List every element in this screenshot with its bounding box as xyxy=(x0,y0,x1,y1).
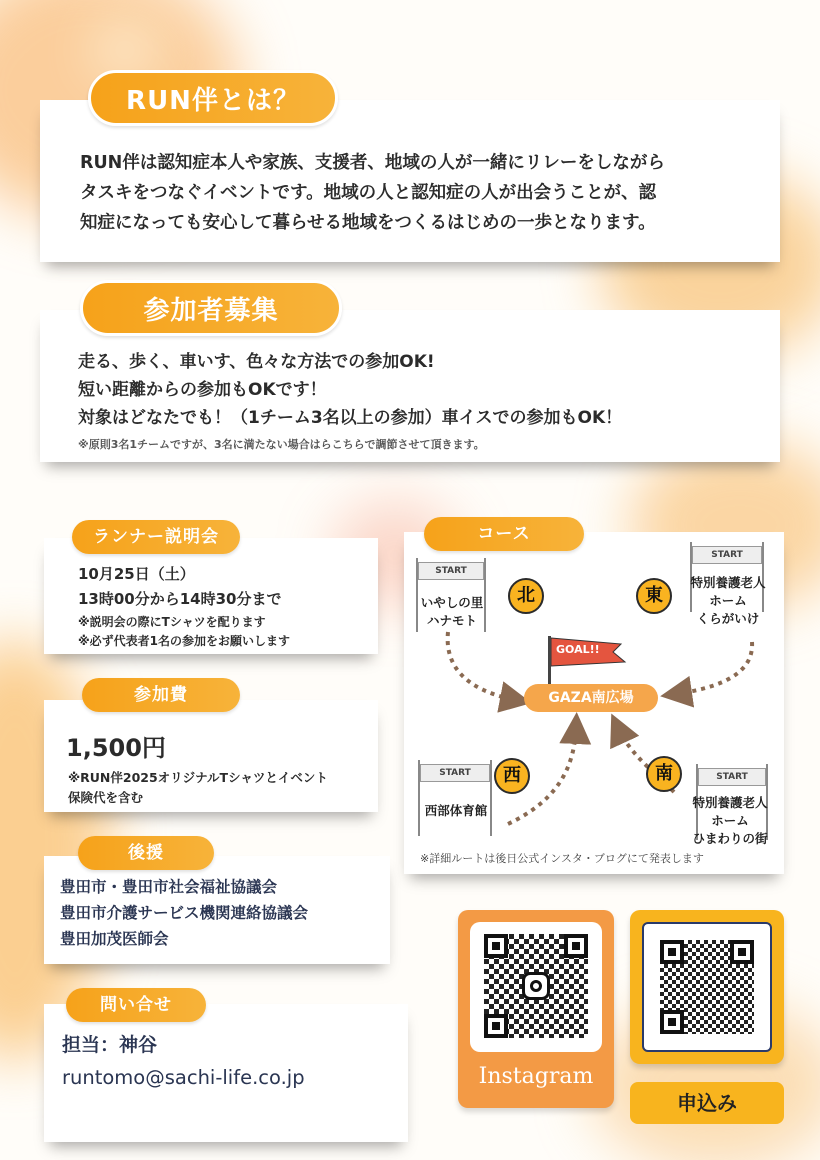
spot-east-line: ホーム xyxy=(709,593,747,609)
arrow-east xyxy=(676,642,752,694)
briefing-note-1: ※説明会の際にTシャツを配ります xyxy=(78,615,266,629)
briefing-date: 10月25日（土） xyxy=(78,565,195,583)
recruit-note: ※原則3名1チームですが、3名に満たない場合はらこちらで調節させて頂きます。 xyxy=(78,438,485,451)
start-banner: START xyxy=(418,562,484,580)
recruit-text xyxy=(78,348,778,432)
fee-heading: 参加費 xyxy=(82,678,240,712)
start-banner: START xyxy=(698,768,766,786)
spot-south xyxy=(680,794,780,848)
direction-east-badge: 東 xyxy=(636,578,672,614)
qr-finder xyxy=(484,934,508,958)
spot-south-line: ひまわりの街 xyxy=(692,831,768,847)
arrow-north xyxy=(448,632,516,700)
about-line-3: 知症になっても安心して暮らせる地域をつくるはじめの一歩となります。 xyxy=(80,213,656,233)
spot-east-line: 特別養護老人 xyxy=(690,575,766,590)
spot-east-line: くらがいけ xyxy=(696,611,760,627)
start-sign-west xyxy=(418,760,492,836)
contact-email[interactable]: runtomo@sachi-life.co.jp xyxy=(62,1066,305,1089)
qr-finder xyxy=(484,1014,508,1038)
bg-watercolor-top-sparkle xyxy=(95,30,155,70)
contact-heading: 問い合せ xyxy=(66,988,206,1022)
spot-south-line: 特別養護老人 xyxy=(692,795,768,810)
briefing-note-2: ※必ず代表者1名の参加をお願いします xyxy=(78,634,291,648)
direction-north-badge: 北 xyxy=(508,578,544,614)
direction-south-badge: 南 xyxy=(646,756,682,792)
briefing-heading: ランナー説明会 xyxy=(72,520,240,554)
briefing-time: 13時00分から14時30分まで xyxy=(78,590,282,608)
about-line-2: タスキをつなぐイベントです。地域の人と認知症の人が出会うことが、認 xyxy=(80,183,657,203)
spot-south-line: ホーム xyxy=(711,813,749,829)
support-item: 豊田市・豊田市社会福祉協議会 xyxy=(60,878,278,896)
about-heading: RUN伴とは？ xyxy=(88,70,338,126)
apply-button[interactable]: 申込み xyxy=(630,1082,784,1124)
qr-finder xyxy=(730,940,754,964)
start-banner: START xyxy=(420,764,490,782)
support-item: 豊田市介護サービス機関連絡協議会 xyxy=(60,904,309,922)
recruit-line-3: 対象はどなたでも！（1チーム3名以上の参加）車イスでの参加もOK！ xyxy=(78,408,623,428)
about-line-1: RUN伴は認知症本人や家族、支援者、地域の人が一緒にリレーをしながら xyxy=(80,153,665,173)
support-list xyxy=(60,874,308,952)
about-text xyxy=(80,148,770,238)
spot-north-line: いやしの里 xyxy=(420,595,484,610)
recruit-heading: 参加者募集 xyxy=(80,280,342,336)
direction-west-badge: 西 xyxy=(494,758,530,794)
qr-finder xyxy=(660,1010,684,1034)
spot-north-line: ハナモト xyxy=(426,613,477,629)
support-heading: 後援 xyxy=(78,836,214,870)
goal-flag-label: GOAL!! xyxy=(556,643,600,656)
spot-west xyxy=(410,802,502,820)
fee-note-2: 保険代を含む xyxy=(68,790,144,805)
goal-badge: GAZA南広場 xyxy=(524,684,658,712)
qr-finder xyxy=(564,934,588,958)
support-item: 豊田加茂医師会 xyxy=(60,930,169,948)
spot-west-line: 西部体育館 xyxy=(424,803,488,818)
recruit-line-2: 短い距離からの参加もOKです！ xyxy=(78,380,327,400)
contact-person: 担当：神谷 xyxy=(62,1034,158,1056)
fee-note-1: ※RUN伴2025オリジナルTシャツとイベント xyxy=(68,770,328,785)
qr-finder xyxy=(660,940,684,964)
start-banner: START xyxy=(692,546,762,564)
fee-amount: 1,500円 xyxy=(66,734,166,762)
course-note: ※詳細ルートは後日公式インスタ・ブログにて発表します xyxy=(420,852,704,865)
instagram-label: Instagram xyxy=(478,1064,594,1089)
spot-north xyxy=(410,594,494,630)
instagram-glyph-icon xyxy=(522,972,550,1000)
recruit-line-1: 走る、歩く、車いす、色々な方法での参加OK! xyxy=(78,352,435,372)
course-heading: コース xyxy=(424,517,584,551)
spot-east xyxy=(680,574,776,628)
